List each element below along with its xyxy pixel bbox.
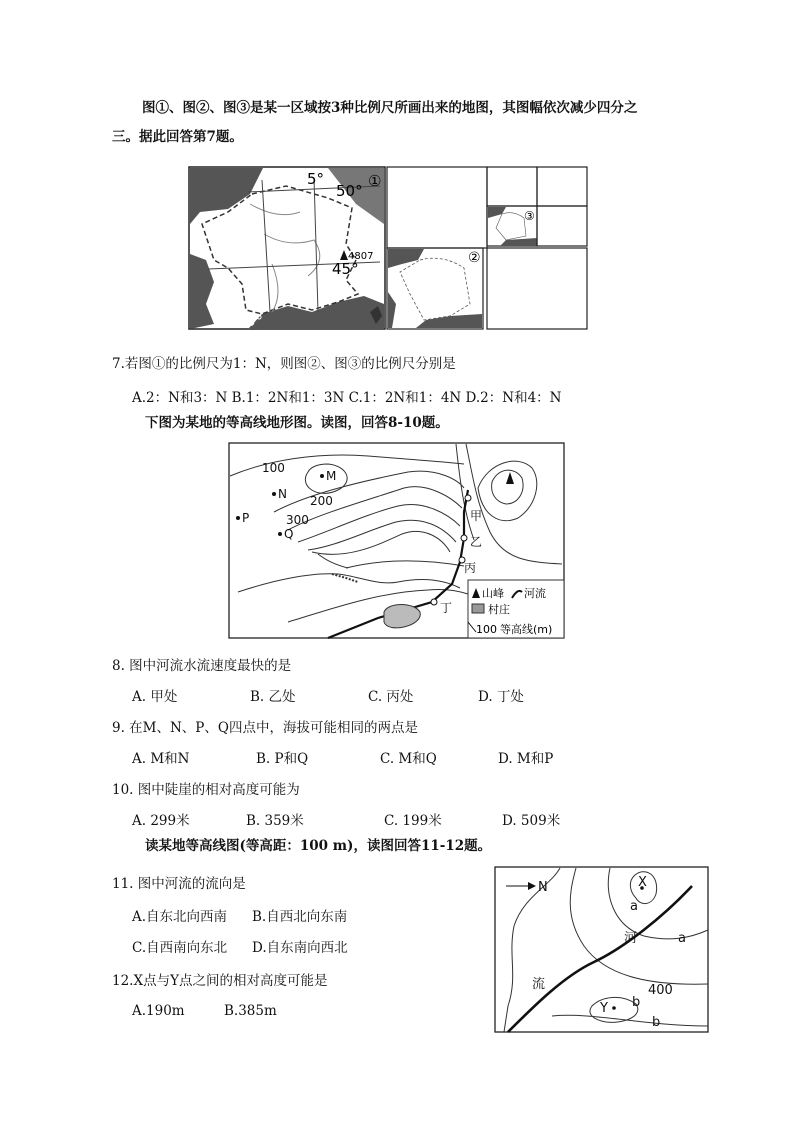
point-q-label: Q (284, 527, 294, 541)
river-label-liu: 流 (532, 977, 546, 992)
intro3: 读某地等高线图(等高距：100 m)，读图回答11-12题。 (145, 838, 492, 854)
grid-cell (537, 167, 587, 206)
q10-option-d: D. 509米 (502, 813, 561, 829)
q8-option-d: D. 丁处 (478, 689, 524, 705)
point-y-label: Y (600, 1001, 608, 1016)
intro2: 下图为某地的等高线地形图。读图，回答8-10题。 (145, 415, 449, 431)
legend-contour-value: 100 (476, 623, 497, 636)
contour-label-200: 200 (310, 494, 333, 508)
q8-stem: 8. 图中河流水流速度最快的是 (112, 658, 292, 674)
point-y-dot (612, 1006, 616, 1010)
intro-line1: 图①、图②、图③是某一区域按3种比例尺所画出来的地图，其图幅依次减少四分之 (142, 100, 638, 116)
point-jia-label: 甲 (470, 509, 483, 523)
point-jia-marker (465, 495, 471, 501)
q12-stem: 12.X点与Y点之间的相对高度可能是 (112, 973, 328, 989)
map1-label-5deg: 5° (307, 170, 325, 188)
q10-option-a: A. 299米 (132, 813, 190, 829)
legend-contour-label: 等高线(m) (500, 623, 553, 636)
point-p-dot (236, 516, 240, 520)
q9-option-d: D. M和P (498, 751, 554, 767)
map1-peak-label: 4807 (348, 251, 374, 262)
map1-label-50deg: 50° (336, 182, 363, 200)
point-p-label: P (242, 511, 250, 525)
q7-stem: 7.若图①的比例尺为1：N，则图②、图③的比例尺分别是 (112, 356, 456, 372)
q12-option-b: B.385m (224, 1003, 277, 1019)
intro-line2: 三。据此回答第7题。 (112, 129, 243, 145)
map1-label-45deg: 45° (332, 260, 359, 278)
contour-label-a: a (678, 931, 686, 946)
q10-stem: 10. 图中陡崖的相对高度可能为 (112, 782, 300, 798)
point-yi-label: 乙 (470, 535, 483, 549)
point-q-dot (278, 532, 282, 536)
legend-river-label: 河流 (524, 587, 546, 600)
q8-option-b: B. 乙处 (250, 689, 296, 705)
q11-option-a: A.自东北向西南 (132, 909, 228, 925)
contour-label-300: 300 (286, 513, 309, 527)
contour-label-400: 400 (648, 983, 673, 998)
map1-circle-1: ① (368, 172, 382, 190)
q11-stem: 11. 图中河流的流向是 (112, 876, 246, 892)
q8-option-c: C. 丙处 (368, 689, 414, 705)
point-ding-label: 丁 (440, 601, 453, 615)
point-m-dot (320, 474, 324, 478)
river-label-he: 河 (624, 931, 638, 946)
contour-map (228, 442, 566, 640)
contour-label-a: a (630, 899, 638, 914)
grid-cell (387, 167, 487, 248)
grid-cell (487, 248, 587, 329)
map1-label-0deg: 0° (246, 312, 264, 330)
grid-cell (537, 206, 587, 246)
contour-label-100: 100 (262, 461, 285, 475)
point-n-label: N (278, 487, 287, 501)
legend-village-label: 村庄 (488, 603, 510, 616)
north-label: N (538, 880, 548, 895)
point-bing-label: 丙 (464, 561, 477, 575)
q9-stem: 9. 在M、N、P、Q四点中，海拔可能相同的两点是 (112, 720, 418, 736)
contour-map-2 (494, 866, 710, 1034)
q8-option-a: A. 甲处 (132, 689, 178, 705)
point-yi-marker (461, 535, 467, 541)
point-x-label: X (638, 875, 647, 890)
q9-option-c: C. M和Q (380, 751, 437, 767)
contour-label-b: b (652, 1015, 661, 1030)
map3-circle-3: ③ (524, 209, 535, 223)
q11-option-d: D.自东南向西北 (252, 940, 348, 956)
q9-option-a: A. M和N (132, 751, 190, 767)
q11-option-c: C.自西南向东北 (132, 940, 228, 956)
point-m-label: M (326, 469, 337, 483)
scale-maps-figure (188, 164, 590, 332)
q7-options: A.2：N和3：N B.1：2N和1：3N C.1：2N和1：4N D.2：N和4：N (132, 390, 562, 406)
point-ding-marker (431, 599, 437, 605)
point-n-dot (272, 492, 276, 496)
q10-option-c: C. 199米 (384, 813, 442, 829)
q11-option-b: B.自西北向东南 (252, 909, 348, 925)
grid-cell (487, 167, 537, 206)
q12-option-a: A.190m (132, 1003, 185, 1019)
contour-label-b: b (632, 995, 641, 1010)
q9-option-b: B. P和Q (256, 751, 309, 767)
legend-village-icon (472, 604, 484, 613)
legend-peak-label: 山峰 (482, 587, 504, 600)
q10-option-b: B. 359米 (246, 813, 304, 829)
map2-circle-2: ② (468, 250, 481, 266)
